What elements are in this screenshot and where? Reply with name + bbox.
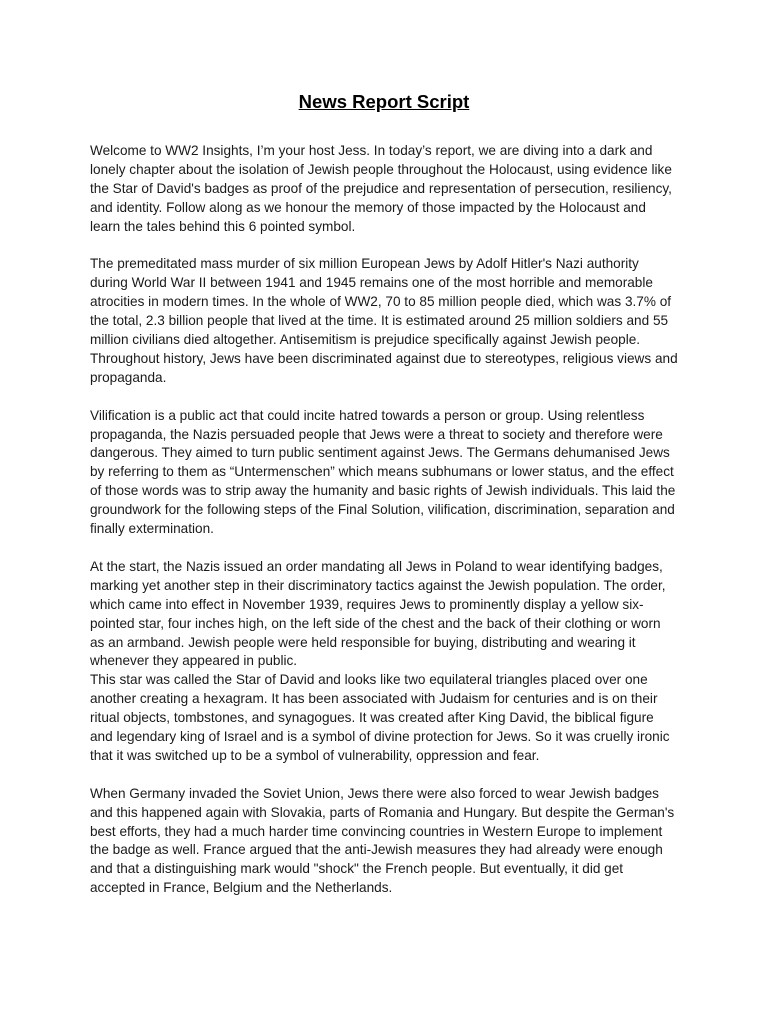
paragraph-badge-order: At the start, the Nazis issued an order mandating all Jews in Poland to wear identifying badges, marking yet another step in their discriminatory tactics against the Jewish population. The order, which came into effect in November 1939, requires Jews to prominently display a yellow six-pointed star, four inches high, on the left side of the chest and the back of their clothing or worn as an armband. Jewish people were held responsible for buying, distributing and wearing it whenever they appeared in public. [90, 558, 666, 669]
paragraph-vilification: Vilification is a public act that could incite hatred towards a person or group. Using relentless propaganda, the Nazis persuaded people that Jews were a threat to society and therefore were dangerous. They aimed to turn public sentiment against Jews. The Germans dehumanised Jews by referring to them as “Untermenschen” which means subhumans or lower status, and the effect of those words was to strip away the humanity and basic rights of Jewish individuals. This laid the groundwork for the following steps of the Final Solution, vilification, discrimination, separation and finally extermination. [90, 407, 676, 537]
paragraph-western-europe: When Germany invaded the Soviet Union, Jews there were also forced to wear Jewish badges and this happened again with Slovakia, parts of Romania and Hungary. But despite the German's best efforts, they had a much harder time convincing countries in Western Europe to implement the badge as well. France argued that the anti-Jewish measures they had already were enough and that a distinguishing mark would "shock" the French people. But eventually, it did get accepted in France, Belgium and the Netherlands. [90, 785, 675, 896]
paragraph-holocaust-overview: The premeditated mass murder of six million European Jews by Adolf Hitler's Nazi authority during World War II between 1941 and 1945 remains one of the most horrible and memorable atrocities in modern times. In the whole of WW2, 70 to 85 million people died, which was 3.7% of the total, 2.3 billion people that lived at the time. It is estimated around 25 million soldiers and 55 million civilians died altogether. Antisemitism is prejudice specifically against Jewish people. Throughout history, Jews have been discriminated against due to stereotypes, religious views and propaganda. [90, 256, 678, 385]
paragraph-star-of-david: This star was called the Star of David and looks like two equilateral triangles placed over one another creating a hexagram. It has been associated with Judaism for centuries and is on their ritual objects, tombstones, and synagogues. It was created after King David, the biblical figure and legendary king of Israel and is a symbol of divine protection for Jews. So it was cruelly ironic that it was switched up to be a symbol of vulnerability, oppression and fear. [90, 672, 670, 763]
paragraph-intro: Welcome to WW2 Insights, I’m your host Jess. In today’s report, we are diving into a dark and lonely chapter about the isolation of Jewish people throughout the Holocaust, using evidence like the Star of David's badges as proof of the prejudice and representation of persecution, resiliency, and identity. Follow along as we honour the memory of those impacted by the Holocaust and learn the tales behind this 6 pointed symbol. [90, 143, 672, 234]
document-body [90, 142, 678, 917]
document-title: News Report Script [298, 91, 470, 112]
